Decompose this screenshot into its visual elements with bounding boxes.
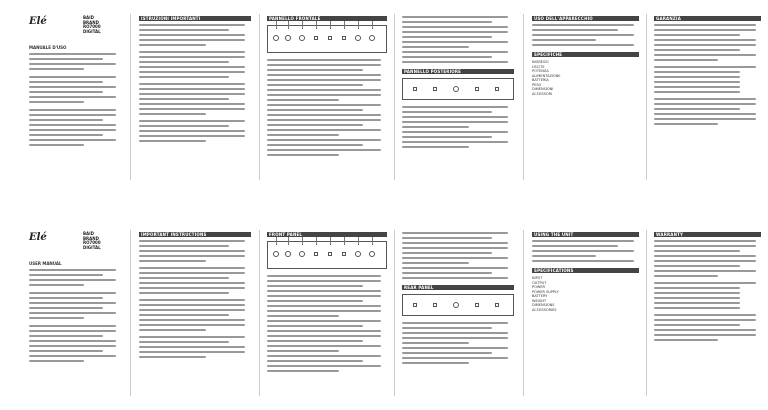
usage-header: USO DELL'APPARECCHIO (532, 16, 639, 21)
manual-sheet-italian (0, 10, 768, 185)
rear-panel-column (398, 10, 518, 185)
warranty-header: GARANZIA (654, 16, 761, 21)
front-panel-diagram (267, 241, 387, 269)
instructions-column (135, 226, 255, 401)
front-panel-diagram (267, 25, 387, 53)
warranty-header: WARRANTY (654, 232, 761, 237)
specs-header: SPECIFICHE (532, 52, 639, 57)
rear-panel-header: REAR PANEL (402, 285, 514, 290)
warranty-column (650, 226, 765, 401)
instructions-column (135, 10, 255, 185)
brand-logo: Elé (29, 16, 47, 27)
manual-sheet-english (0, 226, 768, 401)
cover-column (25, 226, 125, 401)
brand-logo: Elé (29, 232, 47, 243)
manual-title: USER MANUAL (29, 261, 62, 266)
front-panel-column (263, 10, 391, 185)
manual-title: MANUALE D'USO (29, 45, 67, 50)
front-panel-header: FRONT PANEL (267, 232, 387, 237)
instructions-header: ISTRUZIONI IMPORTANTI (139, 16, 251, 21)
specs-header: SPECIFICATIONS (532, 268, 639, 273)
cover-column (25, 10, 125, 185)
front-panel-column (263, 226, 391, 401)
usage-specs-column: USING THE UNIT SPECIFICATIONS INPUT OUTPUT POWER POWER SUPPLY BATTERY WEIGHT DIMENSIONS ACCESSORIES (528, 226, 643, 401)
model-name: BAID BRAND RO7000 DIGITAL (83, 15, 101, 34)
usage-header: USING THE UNIT (532, 232, 639, 237)
front-panel-header: PANNELLO FRONTALE (267, 16, 387, 21)
instructions-header: IMPORTANT INSTRUCTIONS (139, 232, 251, 237)
model-name: BAID BRAND RO7000 DIGITAL (83, 231, 101, 250)
rear-panel-diagram (402, 294, 514, 316)
usage-specs-column: USO DELL'APPARECCHIO SPECIFICHE INGRESSI USCITE POTENZA ALIMENTAZIONE BATTERIA PESO DIMENSIONI ACCESSORI (528, 10, 643, 185)
warranty-column (650, 10, 765, 185)
rear-panel-diagram (402, 78, 514, 100)
rear-panel-column (398, 226, 518, 401)
rear-panel-header: PANNELLO POSTERIORE (402, 69, 514, 74)
